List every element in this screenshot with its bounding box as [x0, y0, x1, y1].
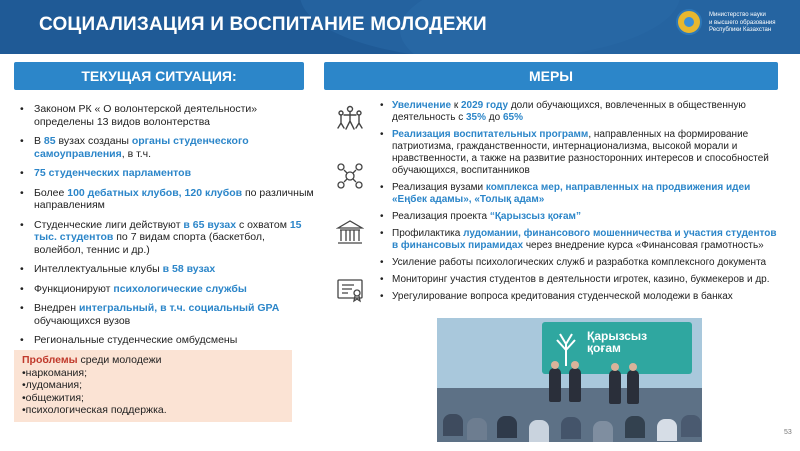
list-item: • Внедрен интегральный, в т.ч. социальный GPA обучающихся вузов: [14, 302, 314, 327]
photo-crowd: [681, 415, 701, 437]
problems-title: Проблемы среди молодежи: [22, 354, 162, 366]
problem-item: •общежития;: [22, 391, 84, 404]
list-item: • Функционируют психологические службы: [14, 283, 314, 296]
state-emblem-icon: [676, 9, 702, 35]
photo-person-head: [571, 361, 579, 369]
list-item: • Увеличение к 2029 году доли обучающихся, вовлеченных в общественную деятельность с 35% до 65%: [378, 100, 778, 124]
photo-crowd: [497, 416, 517, 438]
measures-heading: МЕРЫ: [324, 62, 778, 90]
list-item: • Студенческие лиги действуют в 65 вузах с охватом 15 тыс. студентов по 7 видам спорта (баскетбол, волейбол, теннис и др.): [14, 219, 314, 257]
university-building-icon: [336, 218, 364, 246]
problem-item: •лудомания;: [22, 379, 82, 391]
problem-item: •психологическая поддержка.: [22, 404, 167, 416]
list-item: • Усиление работы психологических служб и разработка комплексного документа: [378, 257, 778, 269]
photo-crowd: [657, 419, 677, 441]
header-banner: [0, 0, 800, 54]
measures-list: [378, 100, 778, 308]
event-photo: [437, 318, 702, 442]
photo-crowd: [561, 417, 581, 439]
problem-item: •наркомания;: [22, 366, 88, 379]
current-situation-list: [14, 103, 314, 354]
list-item: • Более 100 дебатных клубов, 120 клубов по различным направлениям: [14, 187, 314, 212]
photo-person: [549, 368, 561, 402]
list-item: • Профилактика лудомании, финансового мошенничества и участия студентов в финансовых пирамидах через внедрение курса «Финансовая грамотность»: [378, 228, 778, 252]
list-item: • Законом РК « О волонтерской деятельности» определены 13 видов волонтерства: [14, 103, 314, 128]
list-item: • В 85 вузах созданы органы студенческого самоуправления, в т.ч.: [14, 135, 314, 160]
list-item: • 75 студенческих парламентов: [14, 167, 314, 180]
list-item: • Региональные студенческие омбудсмены: [14, 334, 314, 347]
people-network-icon: [336, 162, 364, 190]
list-item: • Реализация проекта “Қарызсыз қоғам”: [378, 211, 778, 223]
page-title: СОЦИАЛИЗАЦИЯ И ВОСПИТАНИЕ МОЛОДЕЖИ: [39, 14, 487, 35]
problems-box: [14, 350, 292, 422]
list-item: • Интеллектуальные клубы в 58 вузах: [14, 263, 314, 276]
photo-person-head: [551, 361, 559, 369]
ministry-line: Республики Казахстан: [709, 27, 772, 33]
photo-crowd: [593, 421, 613, 442]
ministry-name: [709, 12, 799, 35]
photo-banner-text: Қарызсыз қоғам: [587, 329, 648, 355]
list-item: • Мониторинг участия студентов в деятельности игротек, казино, букмекеров и др.: [378, 274, 778, 286]
photo-person: [627, 370, 639, 404]
ministry-line: и высшего образования: [709, 19, 776, 26]
photo-crowd: [443, 414, 463, 436]
photo-person-head: [611, 363, 619, 371]
photo-person: [609, 370, 621, 404]
photo-crowd: [529, 420, 549, 442]
list-item: • Реализация вузами комплекса мер, направленных на продвижения идеи «Еңбек адамы», «Толық адам»: [378, 182, 778, 206]
certificate-document-icon: [336, 276, 364, 304]
current-situation-heading: ТЕКУЩАЯ СИТУАЦИЯ:: [14, 62, 304, 90]
list-item: • Реализация воспитательных программ, направленных на формирование патриотизма, гражданственности, интернационализма, высокой морали и нравственности, а также на развитие разносторонних интересов и способностей обучающихся, воспитанников: [378, 129, 778, 177]
list-item: • Урегулирование вопроса кредитования студенческой молодежи в банках: [378, 291, 778, 303]
photo-crowd: [467, 418, 487, 440]
volunteer-group-icon: [336, 104, 364, 132]
photo-crowd: [625, 416, 645, 438]
page-number: 53: [784, 429, 792, 436]
photo-person-head: [629, 363, 637, 371]
ministry-line: Министерство науки: [709, 12, 766, 18]
photo-person: [569, 368, 581, 402]
